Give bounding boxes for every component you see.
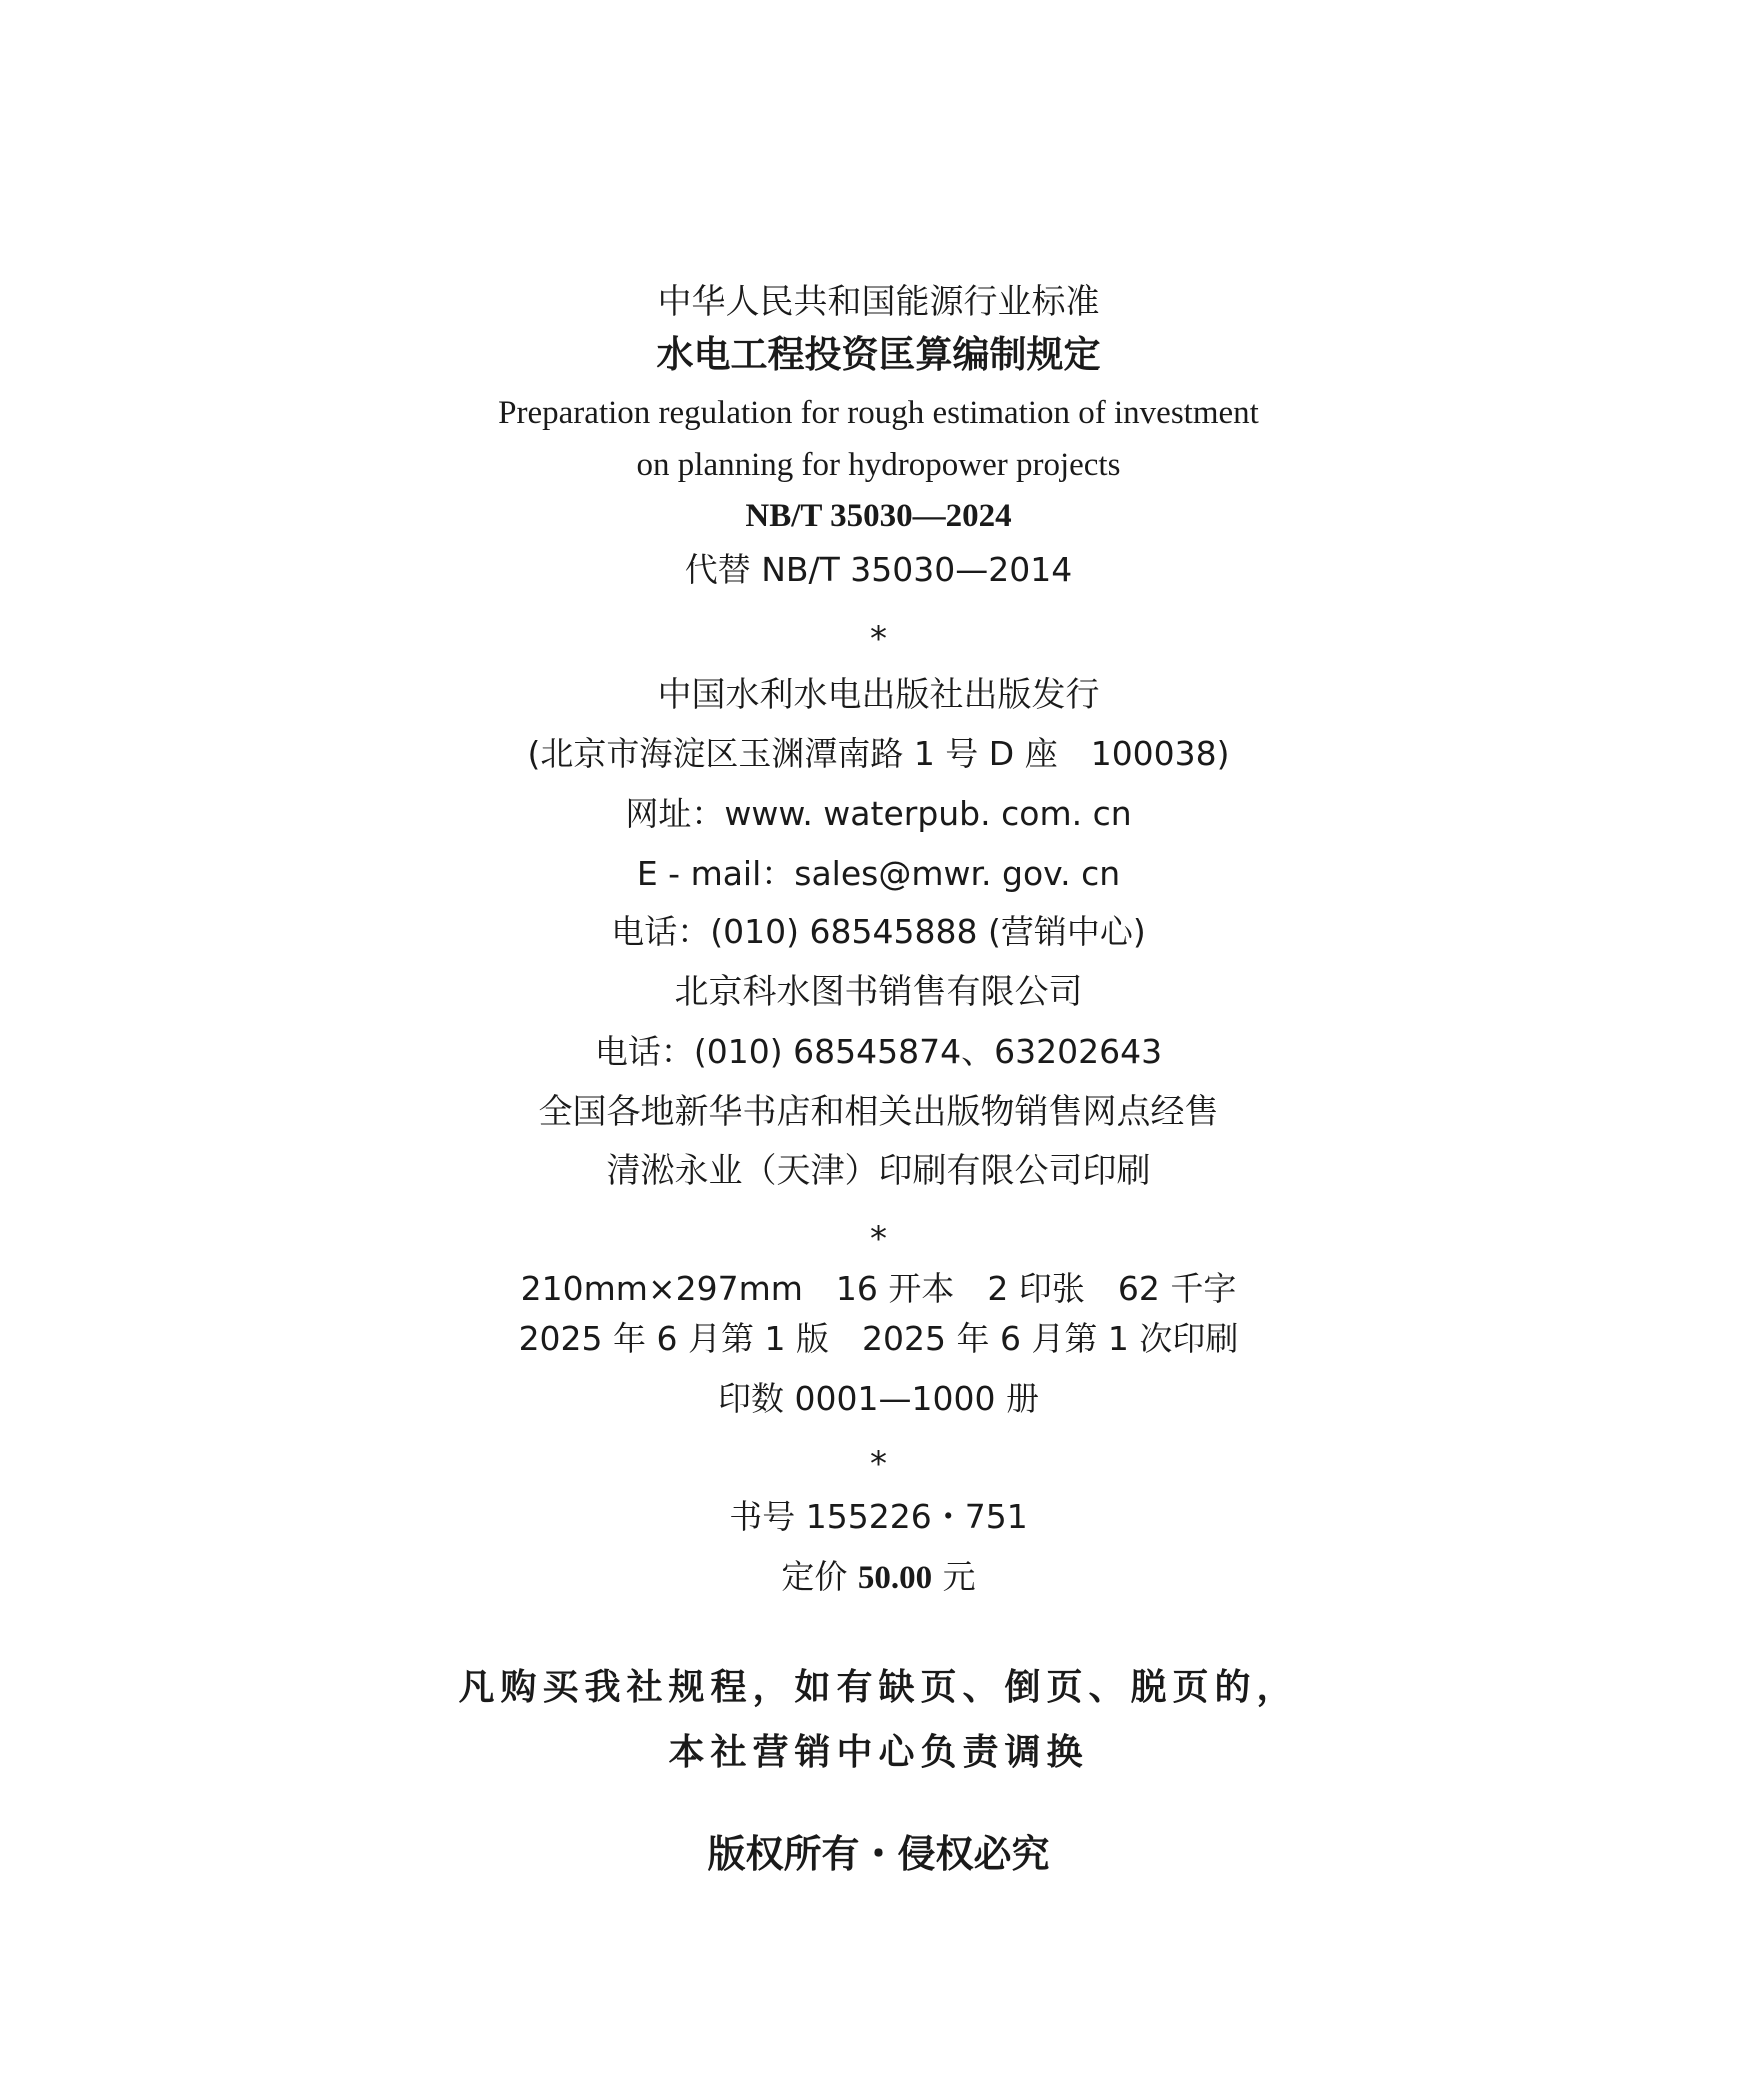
copyright-notice: 版权所有・侵权必究 bbox=[707, 1832, 1050, 1876]
replaces-standard: 代替 NB/T 35030—2014 bbox=[684, 550, 1073, 589]
standard-code: NB/T 35030—2024 bbox=[745, 498, 1012, 534]
publisher-website: 网址：www. waterpub. com. cn bbox=[625, 794, 1132, 833]
format-specification: 210mm×297mm 16 开本 2 印张 62 千字 bbox=[520, 1269, 1237, 1308]
price-prefix: 定价 bbox=[781, 1557, 848, 1596]
standard-series: 中华人民共和国能源行业标准 bbox=[657, 282, 1100, 322]
replacement-notice-line-1: 凡购买我社规程，如有缺页、倒页、脱页的， bbox=[458, 1667, 1299, 1708]
edition-info: 2025 年 6 月第 1 版 2025 年 6 月第 1 次印刷 bbox=[518, 1319, 1239, 1358]
retail-note: 全国各地新华书店和相关出版物销售网点经售 bbox=[538, 1092, 1219, 1132]
print-run: 印数 0001—1000 册 bbox=[718, 1379, 1039, 1418]
title-english-line-2: on planning for hydropower projects bbox=[636, 447, 1121, 483]
book-number: 书号 155226・751 bbox=[729, 1497, 1028, 1536]
distributor-phone: 电话：(010) 68545874、63202643 bbox=[594, 1032, 1163, 1071]
replacement-notice-line-2: 本社营销中心负责调换 bbox=[668, 1732, 1089, 1773]
distributor: 北京科水图书销售有限公司 bbox=[674, 972, 1083, 1012]
title-english-line-1: Preparation regulation for rough estimation of investment bbox=[498, 395, 1259, 431]
separator-star-2: * bbox=[870, 1219, 887, 1259]
title-chinese: 水电工程投资匡算编制规定 bbox=[656, 333, 1101, 376]
price-suffix: 元 bbox=[942, 1557, 976, 1596]
publisher-email: E - mail：sales@mwr. gov. cn bbox=[636, 854, 1121, 893]
publisher-address: (北京市海淀区玉渊潭南路 1 号 D 座 100038) bbox=[527, 734, 1230, 773]
marketing-phone: 电话：(010) 68545888 (营销中心) bbox=[611, 912, 1146, 951]
price-value: 50.00 bbox=[857, 1560, 933, 1596]
price bbox=[0, 1557, 1757, 1596]
separator-star-1: * bbox=[870, 619, 887, 659]
separator-star-3: * bbox=[870, 1444, 887, 1484]
printer: 清淞永业（天津）印刷有限公司印刷 bbox=[606, 1151, 1151, 1191]
publisher: 中国水利水电出版社出版发行 bbox=[657, 675, 1100, 715]
